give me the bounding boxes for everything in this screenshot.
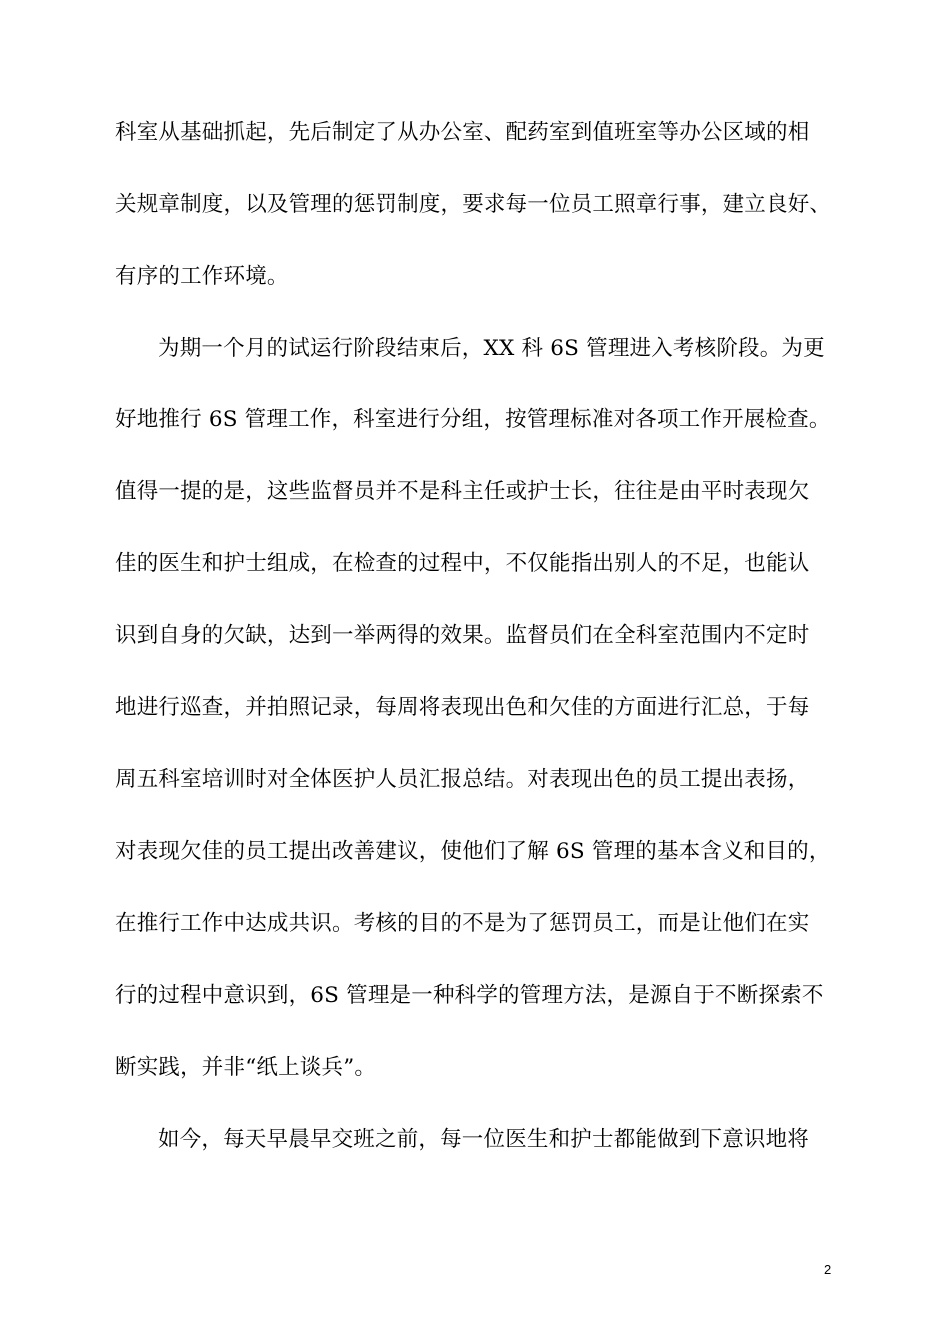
text-line-15: 如今，每天早晨早交班之前，每一位医生和护士都能做到下意识地将 (158, 1127, 810, 1152)
text-line-2: 关规章制度，以及管理的惩罚制度，要求每一位员工照章行事，建立良好、 (115, 192, 832, 217)
text-line-7: 佳的医生和护士组成，在检查的过程中，不仅能指出别人的不足，也能认 (115, 551, 810, 576)
text-line-11: 对表现欠佳的员工提出改善建议，使他们了解 6S 管理的基本含义和目的， (115, 839, 831, 864)
text-line-6: 值得一提的是，这些监督员并不是科主任或护士长，往往是由平时表现欠 (115, 479, 810, 504)
text-line-10: 周五科室培训时对全体医护人员汇报总结。对表现出色的员工提出表扬， (115, 767, 810, 792)
text-line-13: 行的过程中意识到，6S 管理是一种科学的管理方法，是源自于不断探索不 (115, 983, 824, 1008)
text-line-3: 有序的工作环境。 (115, 264, 289, 289)
text-line-1: 科室从基础抓起，先后制定了从办公室、配药室到值班室等办公区域的相 (115, 120, 810, 145)
text-line-8: 识到自身的欠缺，达到一举两得的效果。监督员们在全科室范围内不定时 (115, 623, 810, 648)
page-number: 2 (824, 1262, 832, 1277)
text-line-12: 在推行工作中达成共识。考核的目的不是为了惩罚员工，而是让他们在实 (115, 911, 810, 936)
text-line-9: 地进行巡查，并拍照记录，每周将表现出色和欠佳的方面进行汇总，于每 (115, 695, 810, 720)
text-line-14: 断实践，并非“纸上谈兵”。 (115, 1055, 377, 1080)
text-line-4: 为期一个月的试运行阶段结束后，XX 科 6S 管理进入考核阶段。为更 (158, 336, 825, 361)
text-line-5: 好地推行 6S 管理工作，科室进行分组，按管理标准对各项工作开展检查。 (115, 407, 831, 432)
